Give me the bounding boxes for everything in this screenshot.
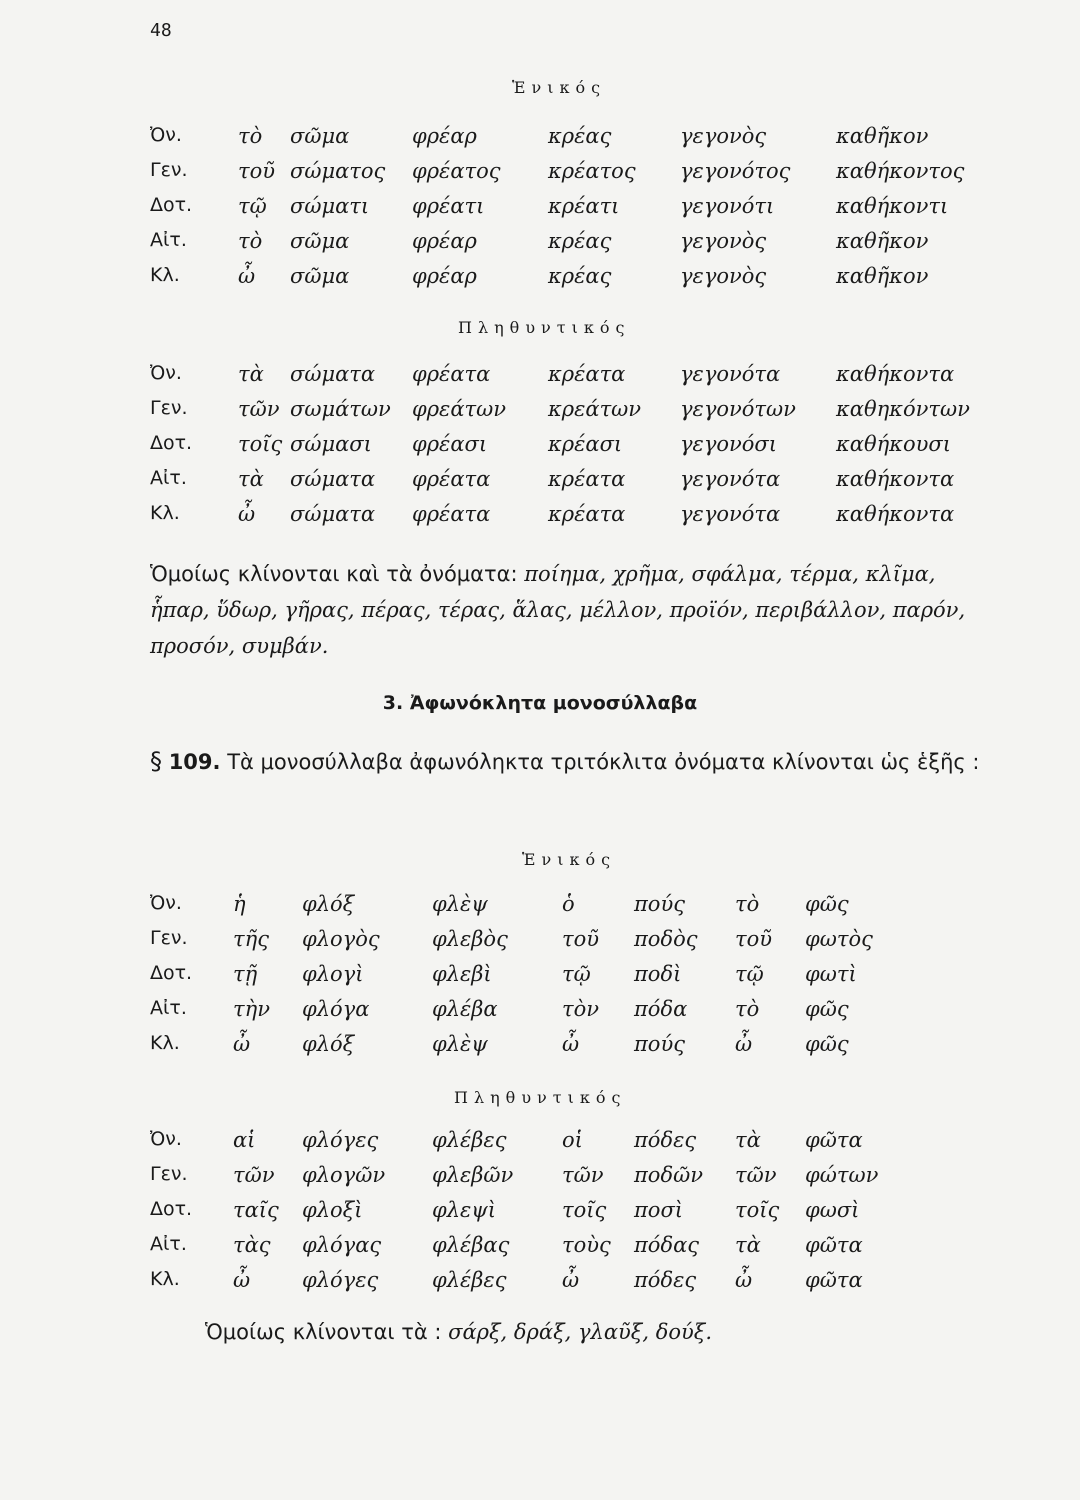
table-cell: γεγονὸς (680, 264, 767, 288)
table-cell: τὰ (238, 467, 264, 491)
case-label: Γεν. (150, 1163, 188, 1185)
table-cell: καθήκοντα (836, 502, 955, 526)
table-cell: φῶτα (805, 1233, 863, 1257)
case-label: Δοτ. (150, 1198, 193, 1220)
table-cell: φλόξ (302, 1032, 355, 1056)
table-cell: γεγονότα (680, 362, 781, 386)
table-cell: σώματα (290, 467, 376, 491)
table-cell: ποδὶ (634, 962, 682, 986)
table-cell: φλογὸς (302, 927, 380, 951)
table-cell: ὦ (562, 1268, 580, 1292)
table-cell: πούς (634, 1032, 685, 1056)
table-cell: φλοξὶ (302, 1198, 363, 1222)
table-cell: σώμασι (290, 432, 372, 456)
table-cell: τῇ (233, 962, 258, 986)
table-cell: ὦ (735, 1268, 753, 1292)
case-label: Κλ. (150, 1032, 180, 1054)
table-cell: τὰ (238, 362, 264, 386)
table-cell: φρέατος (412, 159, 501, 183)
table-cell: κρέατα (548, 502, 626, 526)
case-label: Ὀν. (150, 892, 182, 914)
case-label: Αἰτ. (150, 229, 187, 251)
table-cell: πόδας (634, 1233, 700, 1257)
section-paragraph (150, 744, 990, 779)
table-cell: σῶμα (290, 264, 350, 288)
table-cell: γεγονότων (680, 397, 796, 421)
table-cell: φῶς (805, 1032, 849, 1056)
table-cell: φλέβες (432, 1268, 507, 1292)
table-cell: φρέατα (412, 362, 491, 386)
table-cell: ταῖς (233, 1198, 279, 1222)
table-cell: τοὺς (562, 1233, 611, 1257)
table-cell: τὴν (233, 997, 270, 1021)
note-word-list: σάρξ, δράξ, γλαῦξ, δούξ. (448, 1320, 713, 1344)
table-cell: φλόγες (302, 1128, 379, 1152)
table-cell: τῶν (233, 1163, 275, 1187)
table-cell: φρέαρ (412, 124, 477, 148)
table-cell: φρέατα (412, 467, 491, 491)
table-cell: τοῖς (238, 432, 283, 456)
section-title: 3. Ἀφωνόκλητα μονοσύλλαβα (382, 692, 698, 714)
table-cell: καθήκουσι (836, 432, 951, 456)
table-cell: φλεψὶ (432, 1198, 496, 1222)
table-cell: καθῆκον (836, 264, 929, 288)
table-cell: πόδες (634, 1128, 697, 1152)
table-cell: γεγονότα (680, 467, 781, 491)
table-cell: φρεάτων (412, 397, 507, 421)
section-sign: § (150, 747, 162, 775)
table-cell: ὁ (562, 892, 575, 916)
table-cell: τοῖς (735, 1198, 780, 1222)
table-cell: φωτὸς (805, 927, 873, 951)
table-cell: τοῖς (562, 1198, 607, 1222)
table-cell: φρέατα (412, 502, 491, 526)
table-cell: γεγονόσι (680, 432, 777, 456)
table-cell: καθήκοντα (836, 362, 955, 386)
table-cell: καθῆκον (836, 124, 929, 148)
table-cell: φλογὶ (302, 962, 364, 986)
note-word-list: ποίημα, χρῆμα, σφάλμα, τέρμα, κλῖμα, ἧπαρ, ὕδωρ, γῆρας, πέρας, τέρας, ἅλας, μέλλον, προϊόν, περιβάλλον, παρόν, προσόν, συμβάν. (150, 562, 966, 658)
table-cell: πούς (634, 892, 685, 916)
table-cell: κρέας (548, 124, 612, 148)
table-cell: ἡ (233, 892, 246, 916)
table-cell: σωμάτων (290, 397, 391, 421)
table-cell: φλεβὶ (432, 962, 492, 986)
case-label: Κλ. (150, 1268, 180, 1290)
table-cell: φρέαρ (412, 229, 477, 253)
table-cell: γεγονὸς (680, 124, 767, 148)
case-label: Γεν. (150, 927, 188, 949)
table-cell: κρέατος (548, 159, 636, 183)
table-cell: γεγονότος (680, 159, 791, 183)
table-cell: κρέασι (548, 432, 623, 456)
table-cell: κρεάτων (548, 397, 642, 421)
case-label: Ὀν. (150, 124, 182, 146)
table-cell: τὸν (562, 997, 600, 1021)
table-cell: φρέασι (412, 432, 488, 456)
table-cell: γεγονότι (680, 194, 775, 218)
table-cell: τὸ (735, 892, 760, 916)
table-cell: ὦ (562, 1032, 580, 1056)
case-label: Αἰτ. (150, 467, 187, 489)
table-cell: κρέατι (548, 194, 620, 218)
table-cell: ὦ (238, 264, 256, 288)
case-label: Δοτ. (150, 432, 193, 454)
table-cell: σῶμα (290, 124, 350, 148)
table-cell: αἱ (233, 1128, 256, 1152)
table-cell: φλὲψ (432, 1032, 488, 1056)
table-cell: ὦ (735, 1032, 753, 1056)
table-cell: φλογῶν (302, 1163, 386, 1187)
table-cell: καθήκοντος (836, 159, 965, 183)
table-cell: καθῆκον (836, 229, 929, 253)
table-cell: φωτὶ (805, 962, 857, 986)
table2-singular-heading: Ἑνικός (522, 850, 617, 869)
section-text: Τὰ μονοσύλλαβα ἀφωνόληκτα τριτόκλιτα ὀνόματα κλίνονται ὡς ἑξῆς : (227, 750, 980, 774)
table-cell: τῷ (562, 962, 591, 986)
table-cell: τὸ (735, 997, 760, 1021)
table-cell: φρέατι (412, 194, 485, 218)
table-cell: φώτων (805, 1163, 879, 1187)
table-cell: τῆς (233, 927, 269, 951)
note-lead: Ὁμοίως κλίνονται τὰ : (205, 1320, 442, 1344)
case-label: Ὀν. (150, 362, 182, 384)
table-cell: σώματος (290, 159, 386, 183)
table-cell: φῶτα (805, 1268, 863, 1292)
table-cell: φλόγες (302, 1268, 379, 1292)
table-cell: τὸ (238, 229, 263, 253)
table-cell: φλόξ (302, 892, 355, 916)
table-cell: καθηκόντων (836, 397, 970, 421)
table-cell: τὰς (233, 1233, 271, 1257)
table-cell: φῶτα (805, 1128, 863, 1152)
case-label: Δοτ. (150, 962, 193, 984)
case-label: Κλ. (150, 502, 180, 524)
case-label: Δοτ. (150, 194, 193, 216)
table-cell: ποδῶν (634, 1163, 703, 1187)
table-cell: ποσὶ (634, 1198, 684, 1222)
table-cell: τῶν (238, 397, 280, 421)
table-cell: κρέας (548, 264, 612, 288)
table-cell: πόδα (634, 997, 688, 1021)
table-cell: φλεβὸς (432, 927, 508, 951)
table-cell: γεγονότα (680, 502, 781, 526)
table-cell: πόδες (634, 1268, 697, 1292)
case-label: Αἰτ. (150, 1233, 187, 1255)
table-cell: σῶμα (290, 229, 350, 253)
table-cell: οἱ (562, 1128, 583, 1152)
table-cell: φλεβῶν (432, 1163, 514, 1187)
table-cell: κρέατα (548, 362, 626, 386)
table-cell: ὦ (233, 1268, 251, 1292)
case-label: Γεν. (150, 397, 188, 419)
table-cell: ποδὸς (634, 927, 698, 951)
table-cell: τὰ (735, 1233, 761, 1257)
table-cell: τοῦ (735, 927, 773, 951)
page-number: 48 (150, 20, 172, 41)
table-cell: τὸ (238, 124, 263, 148)
case-label: Γεν. (150, 159, 188, 181)
case-label: Αἰτ. (150, 997, 187, 1019)
case-label: Ὀν. (150, 1128, 182, 1150)
table-cell: τῷ (735, 962, 764, 986)
table-cell: φῶς (805, 997, 849, 1021)
table-cell: φλὲψ (432, 892, 488, 916)
declension-note-1 (150, 556, 990, 664)
table-cell: τοῦ (238, 159, 276, 183)
table-cell: φλόγας (302, 1233, 382, 1257)
case-label: Κλ. (150, 264, 180, 286)
table-cell: τῷ (238, 194, 267, 218)
table-cell: ὦ (233, 1032, 251, 1056)
table-cell: φλόγα (302, 997, 370, 1021)
table-cell: τῶν (735, 1163, 777, 1187)
table1-plural-heading: Πληθυντικός (458, 318, 631, 337)
table-cell: φωσὶ (805, 1198, 860, 1222)
table-cell: τὰ (735, 1128, 761, 1152)
table-cell: σώματα (290, 362, 376, 386)
table-cell: φλέβας (432, 1233, 510, 1257)
table-cell: φρέαρ (412, 264, 477, 288)
table-cell: σώματα (290, 502, 376, 526)
table-cell: κρέατα (548, 467, 626, 491)
table-cell: τοῦ (562, 927, 600, 951)
declension-note-2 (205, 1314, 1005, 1350)
table1-singular-heading: Ἑνικός (512, 78, 607, 97)
table2-plural-heading: Πληθυντικός (454, 1088, 627, 1107)
table-cell: φλέβες (432, 1128, 507, 1152)
table-cell: καθήκοντι (836, 194, 949, 218)
table-cell: καθήκοντα (836, 467, 955, 491)
table-cell: τῶν (562, 1163, 604, 1187)
table-cell: κρέας (548, 229, 612, 253)
note-lead: Ὁμοίως κλίνονται καὶ τὰ ὀνόματα: (150, 562, 518, 586)
table-cell: φῶς (805, 892, 849, 916)
table-cell: σώματι (290, 194, 370, 218)
table-cell: φλέβα (432, 997, 498, 1021)
section-number: 109. (168, 750, 221, 774)
table-cell: ὦ (238, 502, 256, 526)
table-cell: γεγονὸς (680, 229, 767, 253)
